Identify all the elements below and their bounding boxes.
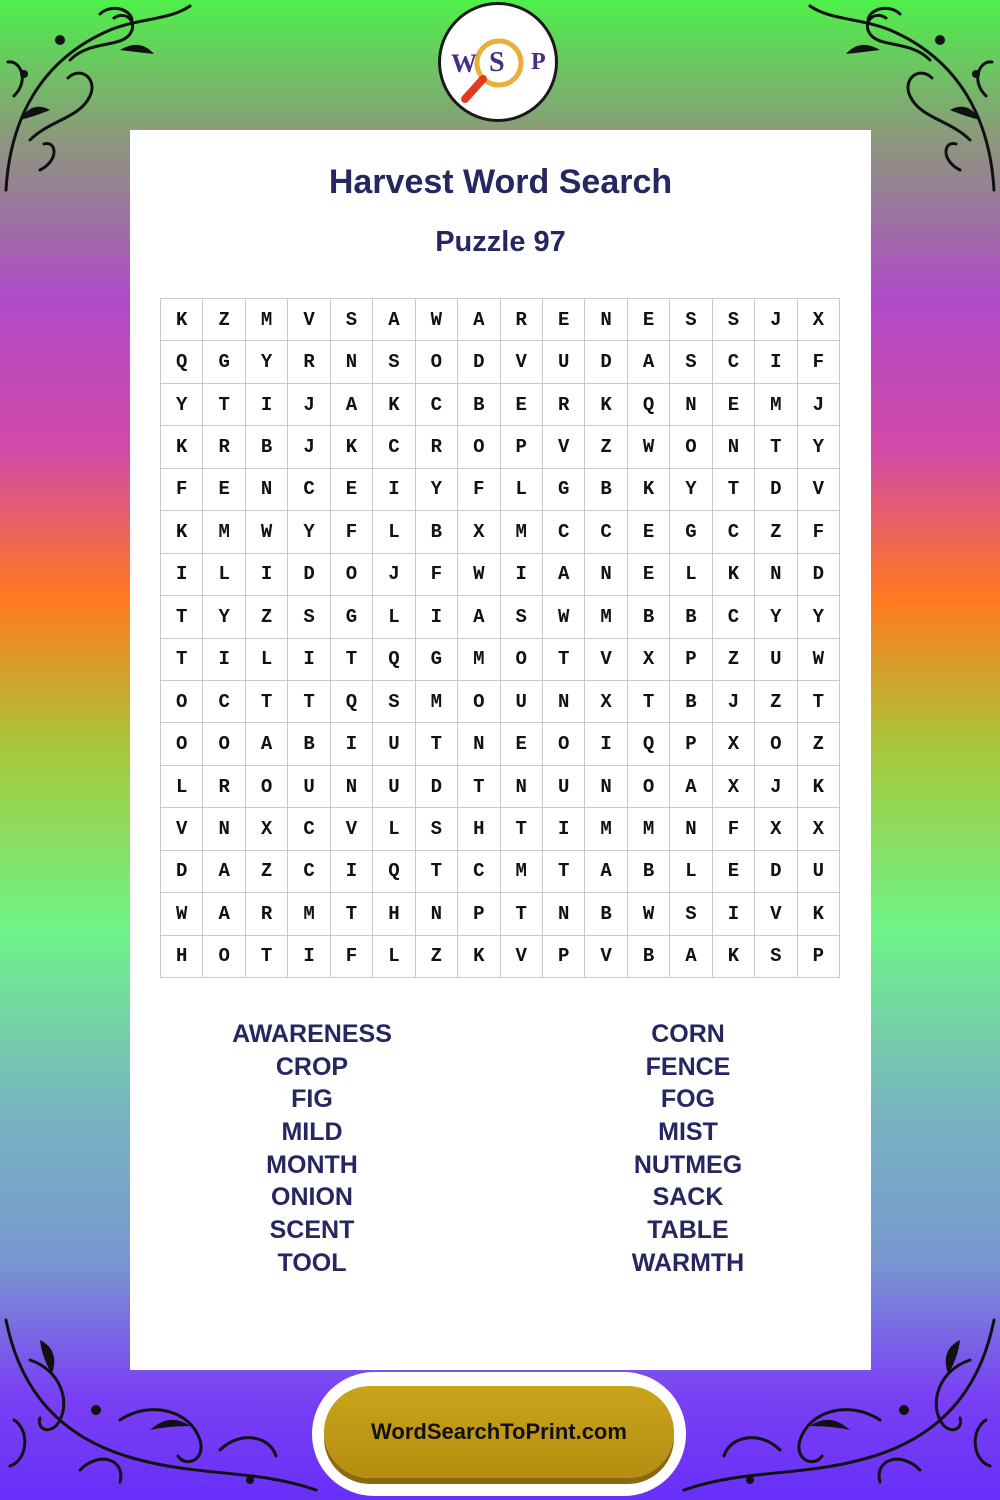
- grid-cell[interactable]: Z: [246, 851, 288, 893]
- grid-cell[interactable]: N: [585, 299, 627, 341]
- grid-cell[interactable]: N: [585, 554, 627, 596]
- grid-cell[interactable]: Z: [755, 681, 797, 723]
- grid-cell[interactable]: T: [543, 639, 585, 681]
- grid-cell[interactable]: A: [203, 893, 245, 935]
- grid-cell[interactable]: I: [203, 639, 245, 681]
- grid-cell[interactable]: E: [628, 511, 670, 553]
- grid-cell[interactable]: C: [713, 511, 755, 553]
- grid-cell[interactable]: Q: [628, 384, 670, 426]
- grid-cell[interactable]: M: [755, 384, 797, 426]
- grid-cell[interactable]: M: [585, 596, 627, 638]
- grid-cell[interactable]: T: [798, 681, 840, 723]
- grid-cell[interactable]: A: [458, 299, 500, 341]
- grid-cell[interactable]: T: [246, 681, 288, 723]
- grid-cell[interactable]: Y: [203, 596, 245, 638]
- grid-cell[interactable]: V: [331, 808, 373, 850]
- grid-cell[interactable]: H: [373, 893, 415, 935]
- grid-cell[interactable]: B: [628, 936, 670, 978]
- grid-cell[interactable]: S: [670, 893, 712, 935]
- grid-cell[interactable]: S: [501, 596, 543, 638]
- grid-cell[interactable]: Z: [585, 426, 627, 468]
- grid-cell[interactable]: Z: [416, 936, 458, 978]
- website-button[interactable]: [324, 1386, 674, 1478]
- grid-cell[interactable]: N: [331, 341, 373, 383]
- grid-cell[interactable]: V: [585, 936, 627, 978]
- grid-cell[interactable]: S: [331, 299, 373, 341]
- grid-cell[interactable]: F: [458, 469, 500, 511]
- grid-cell[interactable]: A: [670, 766, 712, 808]
- grid-cell[interactable]: A: [628, 341, 670, 383]
- grid-cell[interactable]: T: [416, 723, 458, 765]
- grid-cell[interactable]: K: [161, 426, 203, 468]
- grid-cell[interactable]: E: [203, 469, 245, 511]
- grid-cell[interactable]: L: [373, 511, 415, 553]
- grid-cell[interactable]: N: [203, 808, 245, 850]
- page-title: Harvest Word Search: [328, 163, 673, 201]
- word-item: TABLE: [647, 1216, 729, 1245]
- grid-cell[interactable]: Y: [798, 426, 840, 468]
- grid-cell[interactable]: A: [458, 596, 500, 638]
- grid-cell[interactable]: K: [373, 384, 415, 426]
- grid-cell[interactable]: X: [713, 766, 755, 808]
- grid-cell[interactable]: S: [373, 681, 415, 723]
- grid-cell[interactable]: R: [203, 426, 245, 468]
- word-item: CORN: [651, 1020, 725, 1048]
- grid-cell[interactable]: T: [161, 596, 203, 638]
- grid-cell[interactable]: O: [458, 426, 500, 468]
- word-list-left: [162, 1018, 462, 1280]
- grid-cell[interactable]: O: [331, 554, 373, 596]
- grid-cell[interactable]: W: [628, 426, 670, 468]
- word-item: MONTH: [266, 1150, 358, 1179]
- grid-cell[interactable]: E: [628, 299, 670, 341]
- grid-cell[interactable]: R: [501, 299, 543, 341]
- grid-cell[interactable]: C: [373, 426, 415, 468]
- grid-cell[interactable]: P: [501, 426, 543, 468]
- grid-cell[interactable]: X: [755, 808, 797, 850]
- grid-cell[interactable]: P: [543, 936, 585, 978]
- grid-cell[interactable]: X: [628, 639, 670, 681]
- grid-cell[interactable]: X: [585, 681, 627, 723]
- grid-cell[interactable]: U: [373, 766, 415, 808]
- grid-cell[interactable]: H: [161, 936, 203, 978]
- grid-cell[interactable]: D: [755, 469, 797, 511]
- grid-cell[interactable]: Z: [713, 639, 755, 681]
- grid-cell[interactable]: G: [203, 341, 245, 383]
- grid-cell[interactable]: B: [670, 596, 712, 638]
- grid-cell[interactable]: Y: [288, 511, 330, 553]
- grid-cell[interactable]: O: [543, 723, 585, 765]
- grid-cell[interactable]: K: [585, 384, 627, 426]
- logo-letter-s: S: [489, 47, 505, 78]
- grid-cell[interactable]: X: [713, 723, 755, 765]
- grid-cell[interactable]: M: [458, 639, 500, 681]
- grid-cell[interactable]: M: [628, 808, 670, 850]
- word-item: MIST: [658, 1118, 718, 1147]
- grid-cell[interactable]: T: [331, 639, 373, 681]
- grid-cell[interactable]: A: [543, 554, 585, 596]
- grid-cell[interactable]: D: [755, 851, 797, 893]
- grid-cell[interactable]: L: [670, 851, 712, 893]
- grid-cell[interactable]: P: [670, 639, 712, 681]
- grid-cell[interactable]: N: [416, 893, 458, 935]
- grid-cell[interactable]: F: [416, 554, 458, 596]
- grid-cell[interactable]: P: [458, 893, 500, 935]
- grid-cell[interactable]: M: [501, 511, 543, 553]
- grid-cell[interactable]: C: [288, 469, 330, 511]
- grid-cell[interactable]: L: [161, 766, 203, 808]
- logo-letter-w: W: [451, 49, 477, 78]
- grid-cell[interactable]: U: [373, 723, 415, 765]
- word-item: FOG: [660, 1085, 716, 1114]
- grid-cell[interactable]: F: [331, 511, 373, 553]
- word-item: FIG: [291, 1085, 333, 1114]
- grid-cell[interactable]: E: [713, 384, 755, 426]
- grid-cell[interactable]: Z: [246, 596, 288, 638]
- grid-cell[interactable]: J: [373, 554, 415, 596]
- grid-cell[interactable]: O: [628, 766, 670, 808]
- grid-cell[interactable]: Y: [755, 596, 797, 638]
- grid-cell[interactable]: Z: [755, 511, 797, 553]
- word-item: AWARENESS: [232, 1020, 392, 1048]
- grid-cell[interactable]: V: [755, 893, 797, 935]
- grid-cell[interactable]: I: [501, 554, 543, 596]
- grid-cell[interactable]: C: [288, 851, 330, 893]
- grid-cell[interactable]: D: [288, 554, 330, 596]
- grid-cell[interactable]: R: [543, 384, 585, 426]
- grid-cell[interactable]: W: [543, 596, 585, 638]
- grid-cell[interactable]: N: [585, 766, 627, 808]
- grid-cell[interactable]: B: [288, 723, 330, 765]
- grid-cell[interactable]: F: [161, 469, 203, 511]
- grid-cell[interactable]: V: [288, 299, 330, 341]
- grid-cell[interactable]: W: [416, 299, 458, 341]
- grid-cell[interactable]: T: [246, 936, 288, 978]
- grid-cell[interactable]: Y: [246, 341, 288, 383]
- grid-cell[interactable]: A: [373, 299, 415, 341]
- grid-cell[interactable]: N: [670, 384, 712, 426]
- grid-cell[interactable]: B: [670, 681, 712, 723]
- grid-cell[interactable]: N: [543, 893, 585, 935]
- word-item: SACK: [652, 1183, 724, 1212]
- grid-cell[interactable]: G: [543, 469, 585, 511]
- grid-cell[interactable]: J: [798, 384, 840, 426]
- grid-cell[interactable]: K: [161, 511, 203, 553]
- grid-cell[interactable]: N: [501, 766, 543, 808]
- grid-cell[interactable]: I: [246, 554, 288, 596]
- grid-cell[interactable]: O: [755, 723, 797, 765]
- wsp-logo[interactable]: [438, 2, 558, 122]
- grid-cell[interactable]: B: [628, 851, 670, 893]
- grid-cell[interactable]: O: [501, 639, 543, 681]
- grid-cell[interactable]: H: [458, 808, 500, 850]
- grid-cell[interactable]: Y: [670, 469, 712, 511]
- grid-cell[interactable]: D: [161, 851, 203, 893]
- grid-cell[interactable]: F: [798, 341, 840, 383]
- grid-cell[interactable]: S: [670, 341, 712, 383]
- grid-cell[interactable]: E: [713, 851, 755, 893]
- grid-cell[interactable]: F: [713, 808, 755, 850]
- grid-cell[interactable]: E: [543, 299, 585, 341]
- grid-cell[interactable]: N: [755, 554, 797, 596]
- grid-cell[interactable]: S: [755, 936, 797, 978]
- grid-cell[interactable]: L: [203, 554, 245, 596]
- grid-cell[interactable]: X: [798, 299, 840, 341]
- grid-cell[interactable]: V: [798, 469, 840, 511]
- grid-cell[interactable]: T: [713, 469, 755, 511]
- grid-cell[interactable]: G: [416, 639, 458, 681]
- grid-cell[interactable]: Q: [161, 341, 203, 383]
- grid-cell[interactable]: B: [458, 384, 500, 426]
- grid-cell[interactable]: A: [670, 936, 712, 978]
- grid-cell[interactable]: J: [755, 766, 797, 808]
- grid-cell[interactable]: T: [628, 681, 670, 723]
- grid-cell[interactable]: C: [416, 384, 458, 426]
- grid-cell[interactable]: O: [670, 426, 712, 468]
- grid-cell[interactable]: I: [373, 469, 415, 511]
- grid-cell[interactable]: I: [288, 639, 330, 681]
- grid-cell[interactable]: Q: [373, 851, 415, 893]
- grid-cell[interactable]: T: [501, 893, 543, 935]
- grid-cell[interactable]: W: [246, 511, 288, 553]
- grid-cell[interactable]: I: [585, 723, 627, 765]
- grid-cell[interactable]: O: [203, 936, 245, 978]
- grid-cell[interactable]: M: [416, 681, 458, 723]
- grid-cell[interactable]: T: [543, 851, 585, 893]
- grid-cell[interactable]: J: [713, 681, 755, 723]
- grid-cell[interactable]: V: [161, 808, 203, 850]
- grid-cell[interactable]: C: [713, 596, 755, 638]
- grid-cell[interactable]: S: [416, 808, 458, 850]
- grid-cell[interactable]: T: [416, 851, 458, 893]
- grid-cell[interactable]: S: [713, 299, 755, 341]
- grid-cell[interactable]: N: [543, 681, 585, 723]
- grid-cell[interactable]: O: [203, 723, 245, 765]
- grid-cell[interactable]: M: [246, 299, 288, 341]
- grid-cell[interactable]: A: [246, 723, 288, 765]
- grid-cell[interactable]: I: [713, 893, 755, 935]
- grid-cell[interactable]: I: [543, 808, 585, 850]
- grid-cell[interactable]: O: [416, 341, 458, 383]
- grid-cell[interactable]: W: [798, 639, 840, 681]
- grid-cell[interactable]: T: [755, 426, 797, 468]
- grid-cell[interactable]: Z: [203, 299, 245, 341]
- grid-cell[interactable]: U: [798, 851, 840, 893]
- grid-cell[interactable]: D: [585, 341, 627, 383]
- grid-cell[interactable]: T: [288, 681, 330, 723]
- word-item: FENCE: [645, 1052, 731, 1081]
- grid-cell[interactable]: Z: [798, 723, 840, 765]
- grid-cell[interactable]: W: [161, 893, 203, 935]
- grid-cell[interactable]: W: [628, 893, 670, 935]
- grid-cell[interactable]: I: [416, 596, 458, 638]
- word-item: WARMTH: [631, 1248, 745, 1277]
- grid-cell[interactable]: Q: [331, 681, 373, 723]
- grid-cell[interactable]: I: [331, 723, 373, 765]
- grid-cell[interactable]: Y: [416, 469, 458, 511]
- grid-cell[interactable]: G: [331, 596, 373, 638]
- grid-cell[interactable]: B: [246, 426, 288, 468]
- grid-cell[interactable]: C: [203, 681, 245, 723]
- grid-cell[interactable]: J: [755, 299, 797, 341]
- grid-cell[interactable]: B: [628, 596, 670, 638]
- grid-cell[interactable]: F: [798, 511, 840, 553]
- grid-cell[interactable]: U: [755, 639, 797, 681]
- word-list-right: [538, 1018, 838, 1280]
- word-item: ONION: [271, 1183, 353, 1212]
- grid-cell[interactable]: N: [458, 723, 500, 765]
- grid-cell[interactable]: O: [161, 681, 203, 723]
- grid-cell[interactable]: J: [288, 426, 330, 468]
- grid-cell[interactable]: P: [670, 723, 712, 765]
- grid-cell[interactable]: R: [288, 341, 330, 383]
- grid-cell[interactable]: A: [331, 384, 373, 426]
- puzzle-number: Puzzle 97: [435, 226, 566, 258]
- grid-cell[interactable]: I: [161, 554, 203, 596]
- website-label: WordSearchToPrint.com: [371, 1419, 627, 1444]
- word-item: MILD: [281, 1118, 343, 1147]
- grid-cell[interactable]: L: [246, 639, 288, 681]
- grid-cell[interactable]: K: [713, 936, 755, 978]
- grid-cell[interactable]: E: [501, 723, 543, 765]
- grid-cell[interactable]: N: [246, 469, 288, 511]
- grid-cell[interactable]: N: [670, 808, 712, 850]
- grid-cell[interactable]: V: [501, 936, 543, 978]
- word-item: TOOL: [277, 1248, 347, 1277]
- grid-cell[interactable]: W: [458, 554, 500, 596]
- letter-grid: [160, 298, 840, 978]
- grid-cell[interactable]: X: [798, 808, 840, 850]
- grid-cell[interactable]: T: [501, 808, 543, 850]
- grid-cell[interactable]: S: [373, 341, 415, 383]
- grid-cell[interactable]: S: [670, 299, 712, 341]
- grid-cell[interactable]: K: [798, 893, 840, 935]
- grid-cell[interactable]: R: [203, 766, 245, 808]
- grid-cell[interactable]: T: [458, 766, 500, 808]
- grid-cell[interactable]: D: [798, 554, 840, 596]
- grid-cell[interactable]: Q: [373, 639, 415, 681]
- grid-cell[interactable]: K: [458, 936, 500, 978]
- grid-cell[interactable]: L: [670, 554, 712, 596]
- grid-cell[interactable]: R: [246, 893, 288, 935]
- grid-cell[interactable]: B: [585, 469, 627, 511]
- grid-cell[interactable]: R: [416, 426, 458, 468]
- grid-cell[interactable]: V: [585, 639, 627, 681]
- grid-cell[interactable]: O: [246, 766, 288, 808]
- grid-cell[interactable]: Q: [628, 723, 670, 765]
- grid-cell[interactable]: K: [331, 426, 373, 468]
- grid-cell[interactable]: M: [288, 893, 330, 935]
- grid-cell[interactable]: X: [458, 511, 500, 553]
- grid-cell[interactable]: E: [331, 469, 373, 511]
- grid-cell[interactable]: T: [203, 384, 245, 426]
- grid-cell[interactable]: T: [161, 639, 203, 681]
- grid-cell[interactable]: E: [628, 554, 670, 596]
- word-item: NUTMEG: [633, 1150, 743, 1179]
- grid-cell[interactable]: X: [246, 808, 288, 850]
- grid-cell[interactable]: M: [585, 808, 627, 850]
- grid-cell[interactable]: S: [288, 596, 330, 638]
- grid-cell[interactable]: K: [713, 554, 755, 596]
- grid-cell[interactable]: U: [288, 766, 330, 808]
- grid-cell[interactable]: G: [670, 511, 712, 553]
- grid-cell[interactable]: F: [331, 936, 373, 978]
- grid-cell[interactable]: D: [458, 341, 500, 383]
- grid-cell[interactable]: P: [798, 936, 840, 978]
- grid-cell[interactable]: C: [713, 341, 755, 383]
- grid-cell[interactable]: J: [288, 384, 330, 426]
- grid-cell[interactable]: B: [585, 893, 627, 935]
- grid-cell[interactable]: N: [713, 426, 755, 468]
- grid-cell[interactable]: U: [501, 681, 543, 723]
- grid-cell[interactable]: K: [628, 469, 670, 511]
- grid-cell[interactable]: M: [501, 851, 543, 893]
- grid-cell[interactable]: B: [416, 511, 458, 553]
- grid-cell[interactable]: K: [161, 299, 203, 341]
- grid-cell[interactable]: A: [585, 851, 627, 893]
- grid-cell[interactable]: I: [755, 341, 797, 383]
- grid-cell[interactable]: M: [203, 511, 245, 553]
- grid-cell[interactable]: O: [161, 723, 203, 765]
- grid-cell[interactable]: I: [246, 384, 288, 426]
- grid-cell[interactable]: V: [501, 341, 543, 383]
- grid-cell[interactable]: C: [458, 851, 500, 893]
- grid-cell[interactable]: L: [373, 936, 415, 978]
- grid-cell[interactable]: U: [543, 341, 585, 383]
- grid-cell[interactable]: L: [373, 596, 415, 638]
- logo-letter-p: P: [531, 49, 546, 75]
- grid-cell[interactable]: L: [501, 469, 543, 511]
- grid-cell[interactable]: I: [331, 851, 373, 893]
- grid-cell[interactable]: C: [543, 511, 585, 553]
- grid-cell[interactable]: O: [458, 681, 500, 723]
- grid-cell[interactable]: N: [331, 766, 373, 808]
- grid-cell[interactable]: I: [288, 936, 330, 978]
- grid-cell[interactable]: U: [543, 766, 585, 808]
- grid-cell[interactable]: A: [203, 851, 245, 893]
- grid-cell[interactable]: L: [373, 808, 415, 850]
- grid-cell[interactable]: C: [585, 511, 627, 553]
- word-item: SCENT: [269, 1216, 355, 1245]
- grid-cell[interactable]: V: [543, 426, 585, 468]
- grid-cell[interactable]: Y: [161, 384, 203, 426]
- grid-cell[interactable]: T: [331, 893, 373, 935]
- grid-cell[interactable]: C: [288, 808, 330, 850]
- grid-cell[interactable]: Y: [798, 596, 840, 638]
- grid-cell[interactable]: K: [798, 766, 840, 808]
- grid-cell[interactable]: D: [416, 766, 458, 808]
- grid-cell[interactable]: E: [501, 384, 543, 426]
- word-item: CROP: [275, 1052, 349, 1081]
